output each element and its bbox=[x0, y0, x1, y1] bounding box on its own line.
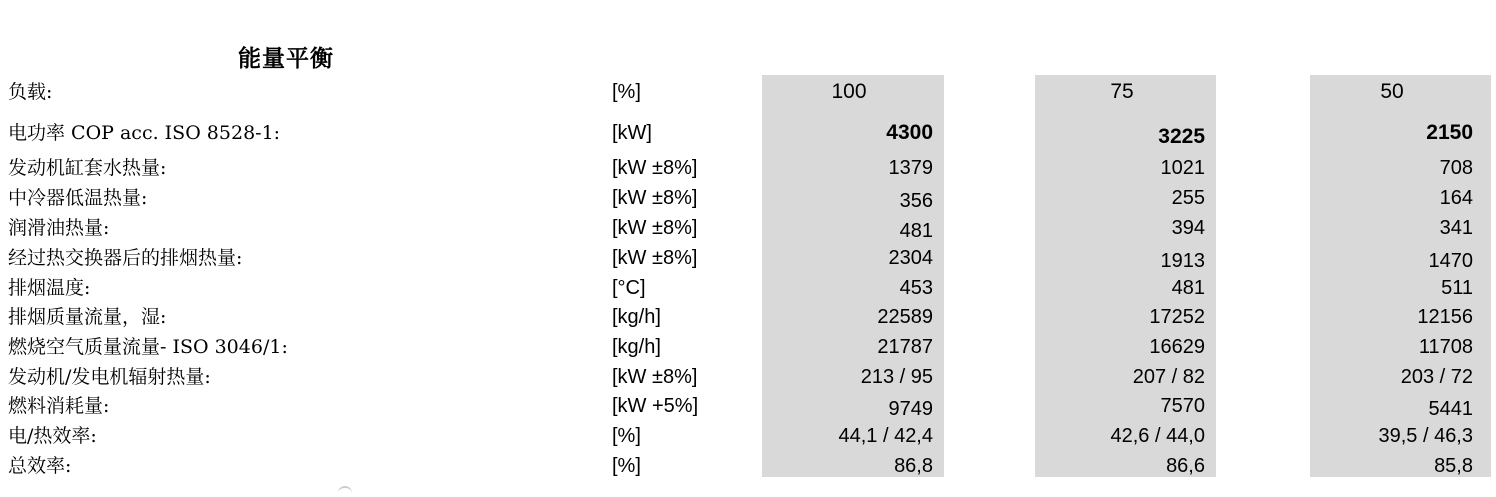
row-unit: [kW] bbox=[612, 122, 652, 144]
row-label: 排烟温度: bbox=[8, 277, 91, 299]
scan-artifact-mark bbox=[338, 486, 352, 497]
row-unit: [kW +5%] bbox=[612, 395, 699, 417]
row-unit: [%] bbox=[612, 455, 641, 477]
row-value-1: 21787 bbox=[877, 336, 933, 358]
row-value-2: 86,6 bbox=[1166, 455, 1205, 477]
row-value-1: 356 bbox=[899, 190, 933, 212]
row-unit: [kW ±8%] bbox=[612, 157, 698, 179]
row-unit: [kW ±8%] bbox=[612, 217, 698, 239]
load-value-1: 100 bbox=[831, 80, 867, 103]
row-value-2: 16629 bbox=[1149, 336, 1205, 358]
row-label: 电功率 COP acc. ISO 8528-1: bbox=[8, 122, 281, 144]
table-row bbox=[0, 362, 1496, 392]
row-label: 总效率: bbox=[8, 455, 72, 477]
row-value-2: 17252 bbox=[1149, 306, 1205, 328]
row-unit: [%] bbox=[612, 425, 641, 447]
row-label: 排烟质量流量，湿: bbox=[8, 306, 167, 328]
table-row bbox=[0, 213, 1496, 243]
row-value-3: 708 bbox=[1439, 157, 1473, 179]
row-value-3: 5441 bbox=[1428, 398, 1473, 420]
row-value-1: 2304 bbox=[888, 247, 933, 269]
row-value-2: 7570 bbox=[1160, 395, 1205, 417]
row-value-2: 255 bbox=[1171, 187, 1205, 209]
row-unit: [%] bbox=[612, 81, 641, 103]
row-label: 负载: bbox=[8, 81, 53, 103]
row-value-1: 22589 bbox=[877, 306, 933, 328]
row-unit: [kW ±8%] bbox=[612, 187, 698, 209]
row-label: 电/热效率: bbox=[8, 425, 97, 447]
table-row bbox=[0, 391, 1496, 421]
table-row bbox=[0, 243, 1496, 273]
table-row bbox=[0, 451, 1496, 481]
load-value-3: 50 bbox=[1380, 80, 1404, 103]
row-value-2: 481 bbox=[1171, 277, 1205, 299]
row-value-2: 1913 bbox=[1160, 250, 1205, 272]
row-value-2: 42,6 / 44,0 bbox=[1110, 425, 1205, 447]
row-value-2: 3225 bbox=[1158, 125, 1205, 148]
row-value-3: 2150 bbox=[1426, 121, 1473, 144]
row-value-1: 1379 bbox=[888, 157, 933, 179]
load-value-2: 75 bbox=[1110, 80, 1134, 103]
row-value-1: 44,1 / 42,4 bbox=[838, 425, 933, 447]
row-value-3: 39,5 / 46,3 bbox=[1378, 425, 1473, 447]
table-row bbox=[0, 183, 1496, 213]
table-row bbox=[0, 421, 1496, 451]
row-value-1: 9749 bbox=[888, 398, 933, 420]
table-row bbox=[0, 273, 1496, 303]
page-title: 能量平衡 bbox=[238, 46, 334, 72]
row-value-2: 207 / 82 bbox=[1132, 366, 1205, 388]
row-value-1: 86,8 bbox=[894, 455, 933, 477]
row-value-3: 1470 bbox=[1428, 250, 1473, 272]
row-unit: [kg/h] bbox=[612, 336, 661, 358]
row-unit: [°C] bbox=[612, 277, 646, 299]
row-value-3: 203 / 72 bbox=[1400, 366, 1473, 388]
row-label: 燃烧空气质量流量- ISO 3046/1: bbox=[8, 336, 288, 358]
row-value-3: 341 bbox=[1439, 217, 1473, 239]
row-value-2: 1021 bbox=[1160, 157, 1205, 179]
row-value-1: 4300 bbox=[886, 121, 933, 144]
row-value-2: 394 bbox=[1171, 217, 1205, 239]
row-label: 润滑油热量: bbox=[8, 217, 110, 239]
table-row bbox=[0, 153, 1496, 183]
row-label: 发动机/发电机辐射热量: bbox=[8, 366, 211, 388]
row-value-1: 481 bbox=[899, 220, 933, 242]
row-label: 燃料消耗量: bbox=[8, 395, 110, 417]
row-label: 经过热交换器后的排烟热量: bbox=[8, 247, 243, 269]
row-label: 发动机缸套水热量: bbox=[8, 157, 167, 179]
row-value-1: 213 / 95 bbox=[860, 366, 933, 388]
row-value-3: 85,8 bbox=[1434, 455, 1473, 477]
table-row bbox=[0, 118, 1496, 148]
row-unit: [kg/h] bbox=[612, 306, 661, 328]
row-value-3: 12156 bbox=[1417, 306, 1473, 328]
row-value-3: 164 bbox=[1439, 187, 1473, 209]
row-unit: [kW ±8%] bbox=[612, 247, 698, 269]
row-label: 中冷器低温热量: bbox=[8, 187, 148, 209]
table-row bbox=[0, 332, 1496, 362]
load-row bbox=[0, 77, 1496, 107]
row-value-3: 11708 bbox=[1418, 336, 1473, 358]
row-value-1: 453 bbox=[899, 277, 933, 299]
table-row bbox=[0, 302, 1496, 332]
row-value-3: 511 bbox=[1441, 277, 1473, 299]
row-unit: [kW ±8%] bbox=[612, 366, 698, 388]
